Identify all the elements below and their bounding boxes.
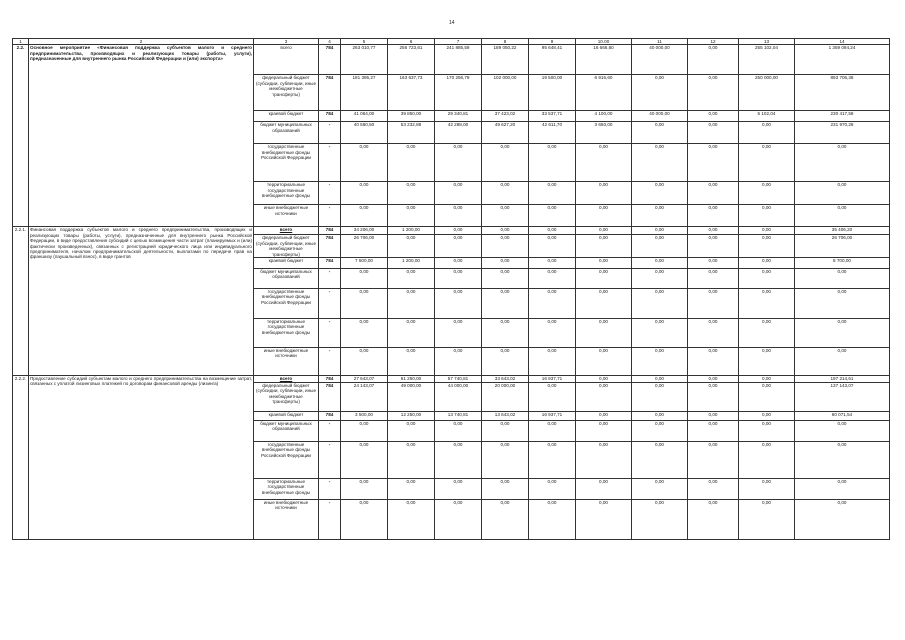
amount-cell: 19 500,00 <box>529 75 576 111</box>
amount-cell: 0,00 <box>576 289 632 319</box>
col-header: 9 <box>529 39 576 45</box>
col-header: 3 <box>254 39 319 45</box>
amount-cell: 0,00 <box>795 144 890 182</box>
amount-cell: 0,00 <box>482 289 529 319</box>
item-number: 2.2.1. <box>13 227 29 376</box>
amount-cell: 0,00 <box>739 479 795 500</box>
amount-cell: 5 102,04 <box>739 111 795 122</box>
amount-cell: 0,00 <box>632 479 688 500</box>
amount-cell: 0,00 <box>482 235 529 258</box>
col-header: 1 <box>13 39 29 45</box>
amount-cell: 40 000,00 <box>632 111 688 122</box>
amount-cell: 0,00 <box>795 289 890 319</box>
budget-code: 784 <box>319 376 341 383</box>
amount-cell: 0,00 <box>529 383 576 412</box>
amount-cell: 16 937,71 <box>529 376 576 383</box>
amount-cell: 0,00 <box>388 479 435 500</box>
amount-cell: 0,00 <box>435 182 482 205</box>
amount-cell: 0,00 <box>482 182 529 205</box>
amount-cell: 189 050,22 <box>482 45 529 75</box>
amount-cell: 0,00 <box>435 289 482 319</box>
amount-cell: 0,00 <box>688 442 739 479</box>
amount-cell: 4 100,00 <box>576 111 632 122</box>
amount-cell: 0,00 <box>739 383 795 412</box>
amount-cell: 0,00 <box>632 500 688 540</box>
amount-cell: 0,00 <box>632 75 688 111</box>
budget-code: 784 <box>319 111 341 122</box>
amount-cell: 61 250,00 <box>388 376 435 383</box>
col-header: 5 <box>341 39 388 45</box>
amount-cell: 0,00 <box>632 348 688 376</box>
amount-cell: 0,00 <box>341 144 388 182</box>
amount-cell: 0,00 <box>576 479 632 500</box>
amount-cell: 0,00 <box>482 258 529 269</box>
amount-cell: 0,00 <box>688 182 739 205</box>
amount-cell: 3 650,00 <box>576 122 632 144</box>
amount-cell: 0,00 <box>739 442 795 479</box>
amount-cell: 0,00 <box>482 144 529 182</box>
table-row <box>13 45 890 75</box>
funding-source: федеральный бюджет (субсидии, субвенции, иные межбюджетные трансферты) <box>254 383 319 412</box>
amount-cell: 0,00 <box>576 144 632 182</box>
funding-source: территориальные государственные внебюджетные фонды <box>254 319 319 348</box>
amount-cell: 0,00 <box>388 235 435 258</box>
amount-cell: 0,00 <box>688 122 739 144</box>
amount-cell: 0,00 <box>576 421 632 442</box>
amount-cell: 0,00 <box>739 348 795 376</box>
amount-cell: 0,00 <box>529 500 576 540</box>
amount-cell: 39 850,00 <box>388 111 435 122</box>
funding-source: бюджет муниципальных образований <box>254 269 319 289</box>
amount-cell: 0,00 <box>739 500 795 540</box>
col-header: 8 <box>482 39 529 45</box>
budget-code: - <box>319 421 341 442</box>
amount-cell: 0,00 <box>688 111 739 122</box>
amount-cell: 0,00 <box>482 319 529 348</box>
amount-cell: 0,00 <box>795 479 890 500</box>
amount-cell: 0,00 <box>688 319 739 348</box>
amount-cell: 0,00 <box>435 479 482 500</box>
amount-cell: 0,00 <box>576 500 632 540</box>
amount-cell: 0,00 <box>795 348 890 376</box>
amount-cell: 1 359 094,24 <box>795 45 890 75</box>
col-header: 13 <box>739 39 795 45</box>
amount-cell: 0,00 <box>688 227 739 235</box>
amount-cell: 0,00 <box>688 269 739 289</box>
amount-cell: 0,00 <box>688 376 739 383</box>
amount-cell: 42 288,00 <box>435 122 482 144</box>
amount-cell: 0,00 <box>529 442 576 479</box>
amount-cell: 29 340,81 <box>435 111 482 122</box>
amount-cell: 0,00 <box>688 289 739 319</box>
budget-code: - <box>319 289 341 319</box>
table-body <box>13 39 890 540</box>
amount-cell: 0,00 <box>632 227 688 235</box>
amount-cell: 0,00 <box>388 205 435 227</box>
funding-source: иные внебюджетные источники <box>254 500 319 540</box>
amount-cell: 0,00 <box>739 122 795 144</box>
amount-cell: 0,00 <box>341 319 388 348</box>
amount-cell: 0,00 <box>482 421 529 442</box>
page-number: 14 <box>449 20 455 26</box>
funding-source: федеральный бюджет (субсидии, субвенции, иные межбюджетные трансферты) <box>254 75 319 111</box>
amount-cell: 0,00 <box>688 383 739 412</box>
amount-cell: 0,00 <box>795 500 890 540</box>
budget-code: 784 <box>319 75 341 111</box>
funding-source: бюджет муниципальных образований <box>254 122 319 144</box>
amount-cell: 0,00 <box>529 421 576 442</box>
amount-cell: 0,00 <box>688 235 739 258</box>
amount-cell: 0,00 <box>739 289 795 319</box>
funding-source: всего <box>254 45 319 75</box>
budget-code: - <box>319 442 341 479</box>
amount-cell: 33 643,02 <box>482 376 529 383</box>
amount-cell: 0,00 <box>739 376 795 383</box>
col-header: 14 <box>795 39 890 45</box>
amount-cell: 24 143,07 <box>341 383 388 412</box>
budget-code: - <box>319 319 341 348</box>
amount-cell: 0,00 <box>529 258 576 269</box>
amount-cell: 0,00 <box>529 348 576 376</box>
col-header: 7 <box>435 39 482 45</box>
amount-cell: 0,00 <box>632 376 688 383</box>
amount-cell: 0,00 <box>576 376 632 383</box>
amount-cell: 0,00 <box>388 500 435 540</box>
amount-cell: 0,00 <box>688 500 739 540</box>
col-header: 2 <box>29 39 254 45</box>
table-row <box>13 227 890 235</box>
funding-source: бюджет муниципальных образований <box>254 421 319 442</box>
budget-code: - <box>319 348 341 376</box>
funding-source: федеральный бюджет (субсидии, субвенции, иные межбюджетные трансферты) <box>254 235 319 258</box>
amount-cell: 0,00 <box>576 383 632 412</box>
amount-cell: 0,00 <box>388 182 435 205</box>
amount-cell: 0,00 <box>739 269 795 289</box>
amount-cell: 0,00 <box>341 479 388 500</box>
amount-cell: 0,00 <box>529 144 576 182</box>
budget-code: - <box>319 500 341 540</box>
amount-cell: 0,00 <box>795 269 890 289</box>
amount-cell: 0,00 <box>632 258 688 269</box>
amount-cell: 57 740,81 <box>435 376 482 383</box>
amount-cell: 12 250,00 <box>388 412 435 421</box>
item-title: Предоставление субсидий субъектам малого и среднего предпринимательства на возмещение затрат, связанных с уплатой лизинговых платежей по договорам финансовой аренды (лизинга) <box>29 376 254 540</box>
amount-cell: 0,00 <box>435 442 482 479</box>
budget-code: 784 <box>319 412 341 421</box>
budget-code: - <box>319 182 341 205</box>
amount-cell: 181 395,27 <box>341 75 388 111</box>
amount-cell: 0,00 <box>529 227 576 235</box>
amount-cell: 49 627,20 <box>482 122 529 144</box>
amount-cell: 0,00 <box>576 235 632 258</box>
amount-cell: 60 071,54 <box>795 412 890 421</box>
amount-cell: 0,00 <box>341 205 388 227</box>
amount-cell: 0,00 <box>576 269 632 289</box>
amount-cell: 0,00 <box>795 421 890 442</box>
amount-cell: 0,00 <box>435 235 482 258</box>
amount-cell: 0,00 <box>388 442 435 479</box>
amount-cell: 0,00 <box>529 182 576 205</box>
amount-cell: 1 200,00 <box>388 227 435 235</box>
budget-code: 784 <box>319 45 341 75</box>
amount-cell: 0,00 <box>341 442 388 479</box>
amount-cell: 0,00 <box>739 319 795 348</box>
amount-cell: 197 214,61 <box>795 376 890 383</box>
amount-cell: 0,00 <box>632 182 688 205</box>
funding-source: государственные внебюджетные фонды Российской Федерации <box>254 442 319 479</box>
amount-cell: 0,00 <box>795 319 890 348</box>
amount-cell: 241 885,59 <box>435 45 482 75</box>
amount-cell: 6 916,60 <box>576 75 632 111</box>
amount-cell: 3 500,00 <box>341 412 388 421</box>
amount-cell: 0,00 <box>482 269 529 289</box>
amount-cell: 0,00 <box>576 205 632 227</box>
budget-code: - <box>319 479 341 500</box>
amount-cell: 0,00 <box>795 442 890 479</box>
amount-cell: 0,00 <box>435 227 482 235</box>
amount-cell: 13 643,02 <box>482 412 529 421</box>
amount-cell: 0,00 <box>435 421 482 442</box>
budget-code: - <box>319 269 341 289</box>
amount-cell: 0,00 <box>632 122 688 144</box>
amount-cell: 0,00 <box>576 412 632 421</box>
amount-cell: 0,00 <box>739 144 795 182</box>
table-row <box>13 376 890 383</box>
amount-cell: 0,00 <box>688 421 739 442</box>
amount-cell: 20 000,00 <box>482 383 529 412</box>
funding-source: территориальные государственные внебюджетные фонды <box>254 182 319 205</box>
amount-cell: 256 723,61 <box>388 45 435 75</box>
amount-cell: 0,00 <box>341 500 388 540</box>
item-title: Основное мероприятие «Финансовая поддержка субъектов малого и среднего предпринимательства, производящих и реализующих товары (работы, услуги), предназначенные для внутреннего рынка Российской Федерации и (или) экспорта» <box>29 45 254 227</box>
funding-source: государственные внебюджетные фонды Российской Федерации <box>254 144 319 182</box>
amount-cell: 0,00 <box>435 258 482 269</box>
amount-cell: 170 256,79 <box>435 75 482 111</box>
item-number: 2.2.2. <box>13 376 29 540</box>
amount-cell: 0,00 <box>482 348 529 376</box>
amount-cell: 0,00 <box>435 269 482 289</box>
funding-source: всего <box>254 227 319 235</box>
funding-source: иные внебюджетные источники <box>254 348 319 376</box>
col-header: 12 <box>688 39 739 45</box>
amount-cell: 0,00 <box>482 227 529 235</box>
amount-cell: 0,00 <box>688 479 739 500</box>
amount-cell: 102 000,00 <box>482 75 529 111</box>
col-header: 6 <box>388 39 435 45</box>
amount-cell: 893 706,38 <box>795 75 890 111</box>
amount-cell: 40 560,50 <box>341 122 388 144</box>
amount-cell: 0,00 <box>388 421 435 442</box>
amount-cell: 0,00 <box>388 319 435 348</box>
amount-cell: 41 064,00 <box>341 111 388 122</box>
amount-cell: 0,00 <box>341 421 388 442</box>
amount-cell: 0,00 <box>388 269 435 289</box>
amount-cell: 35 406,20 <box>795 227 890 235</box>
amount-cell: 0,00 <box>632 383 688 412</box>
budget-code: 784 <box>319 227 341 235</box>
amount-cell: 95 648,41 <box>529 45 576 75</box>
amount-cell: 0,00 <box>632 289 688 319</box>
amount-cell: 0,00 <box>529 319 576 348</box>
funding-source: всего <box>254 376 319 383</box>
budget-code: 784 <box>319 258 341 269</box>
amount-cell: 0,00 <box>576 442 632 479</box>
amount-cell: 0,00 <box>388 289 435 319</box>
funding-source: иные внебюджетные источники <box>254 205 319 227</box>
amount-cell: 230 417,58 <box>795 111 890 122</box>
amount-cell: 0,00 <box>688 144 739 182</box>
amount-cell: 0,00 <box>576 227 632 235</box>
amount-cell: 42 611,70 <box>529 122 576 144</box>
amount-cell: 0,00 <box>482 479 529 500</box>
amount-cell: 0,00 <box>435 348 482 376</box>
amount-cell: 33 537,71 <box>529 111 576 122</box>
amount-cell: 0,00 <box>688 205 739 227</box>
amount-cell: 53 232,88 <box>388 122 435 144</box>
amount-cell: 0,00 <box>632 235 688 258</box>
amount-cell: 250 000,00 <box>739 75 795 111</box>
amount-cell: 0,00 <box>482 205 529 227</box>
amount-cell: 0,00 <box>576 348 632 376</box>
amount-cell: 7 500,00 <box>341 258 388 269</box>
amount-cell: 0,00 <box>688 412 739 421</box>
amount-cell: 0,00 <box>688 258 739 269</box>
amount-cell: 0,00 <box>632 269 688 289</box>
amount-cell: 0,00 <box>529 269 576 289</box>
item-title: Финансовая поддержка субъектов малого и среднего предпринимательства, производящих и реализующих товары (работы, услуги), предназначенные для внутреннего рынка Российской Федерации, в виде предоставления субсидий с целью возмещения части затрат (планируемых и (или) фактически произведенных), связанных с регистрацией юридического лица или индивидуального предпринимателя, началом предпринимательской деятельности, выплатами по передаче прав на франшизу (паушальный взнос), в виде грантов <box>29 227 254 376</box>
amount-cell: 0,00 <box>632 144 688 182</box>
amount-cell: 0,00 <box>341 269 388 289</box>
amount-cell: 1 200,00 <box>388 258 435 269</box>
amount-cell: 0,00 <box>632 319 688 348</box>
amount-cell: 0,00 <box>632 412 688 421</box>
amount-cell: 0,00 <box>529 235 576 258</box>
amount-cell: 0,00 <box>435 144 482 182</box>
amount-cell: 0,00 <box>688 348 739 376</box>
amount-cell: 0,00 <box>388 144 435 182</box>
amount-cell: 0,00 <box>341 348 388 376</box>
amount-cell: 0,00 <box>795 182 890 205</box>
budget-code: 784 <box>319 235 341 258</box>
amount-cell: 0,00 <box>739 227 795 235</box>
col-header: 4 <box>319 39 341 45</box>
amount-cell: 0,00 <box>341 289 388 319</box>
amount-cell: 0,00 <box>739 182 795 205</box>
budget-code: 784 <box>319 383 341 412</box>
amount-cell: 0,00 <box>435 500 482 540</box>
amount-cell: 0,00 <box>576 258 632 269</box>
amount-cell: 0,00 <box>688 75 739 111</box>
amount-cell: 27 643,07 <box>341 376 388 383</box>
col-header: 11 <box>632 39 688 45</box>
amount-cell: 0,00 <box>739 421 795 442</box>
funding-source: краевой бюджет <box>254 258 319 269</box>
amount-cell: 231 970,28 <box>795 122 890 144</box>
amount-cell: 0,00 <box>529 205 576 227</box>
amount-cell: 137 143,07 <box>795 383 890 412</box>
amount-cell: 0,00 <box>388 348 435 376</box>
amount-cell: 0,00 <box>739 205 795 227</box>
amount-cell: 0,00 <box>795 205 890 227</box>
amount-cell: 0,00 <box>632 205 688 227</box>
budget-code: - <box>319 122 341 144</box>
amount-cell: 13 740,81 <box>435 412 482 421</box>
amount-cell: 0,00 <box>435 319 482 348</box>
amount-cell: 0,00 <box>688 45 739 75</box>
budget-code: - <box>319 144 341 182</box>
budget-code: - <box>319 205 341 227</box>
col-header: 10.00 <box>576 39 632 45</box>
funding-source: краевой бюджет <box>254 111 319 122</box>
item-number: 2.2. <box>13 45 29 227</box>
amount-cell: 16 666,60 <box>576 45 632 75</box>
amount-cell: 40 000,00 <box>632 45 688 75</box>
amount-cell: 0,00 <box>576 319 632 348</box>
amount-cell: 255 102,04 <box>739 45 795 75</box>
funding-source: краевой бюджет <box>254 412 319 421</box>
amount-cell: 8 700,00 <box>795 258 890 269</box>
amount-cell: 26 706,00 <box>795 235 890 258</box>
amount-cell: 0,00 <box>482 442 529 479</box>
amount-cell: 0,00 <box>739 235 795 258</box>
amount-cell: 0,00 <box>576 182 632 205</box>
budget-table <box>12 38 890 540</box>
amount-cell: 163 637,73 <box>388 75 435 111</box>
amount-cell: 0,00 <box>482 500 529 540</box>
funding-source: территориальные государственные внебюджетные фонды <box>254 479 319 500</box>
amount-cell: 0,00 <box>529 479 576 500</box>
amount-cell: 0,00 <box>341 182 388 205</box>
amount-cell: 37 423,02 <box>482 111 529 122</box>
amount-cell: 0,00 <box>739 258 795 269</box>
amount-cell: 0,00 <box>632 442 688 479</box>
amount-cell: 16 937,71 <box>529 412 576 421</box>
amount-cell: 49 000,00 <box>388 383 435 412</box>
funding-source: государственные внебюджетные фонды Российской Федерации <box>254 289 319 319</box>
amount-cell: 44 000,00 <box>435 383 482 412</box>
amount-cell: 26 706,00 <box>341 235 388 258</box>
amount-cell: 0,00 <box>435 205 482 227</box>
amount-cell: 0,00 <box>739 412 795 421</box>
amount-cell: 34 206,00 <box>341 227 388 235</box>
amount-cell: 263 010,77 <box>341 45 388 75</box>
amount-cell: 0,00 <box>632 421 688 442</box>
amount-cell: 0,00 <box>529 289 576 319</box>
